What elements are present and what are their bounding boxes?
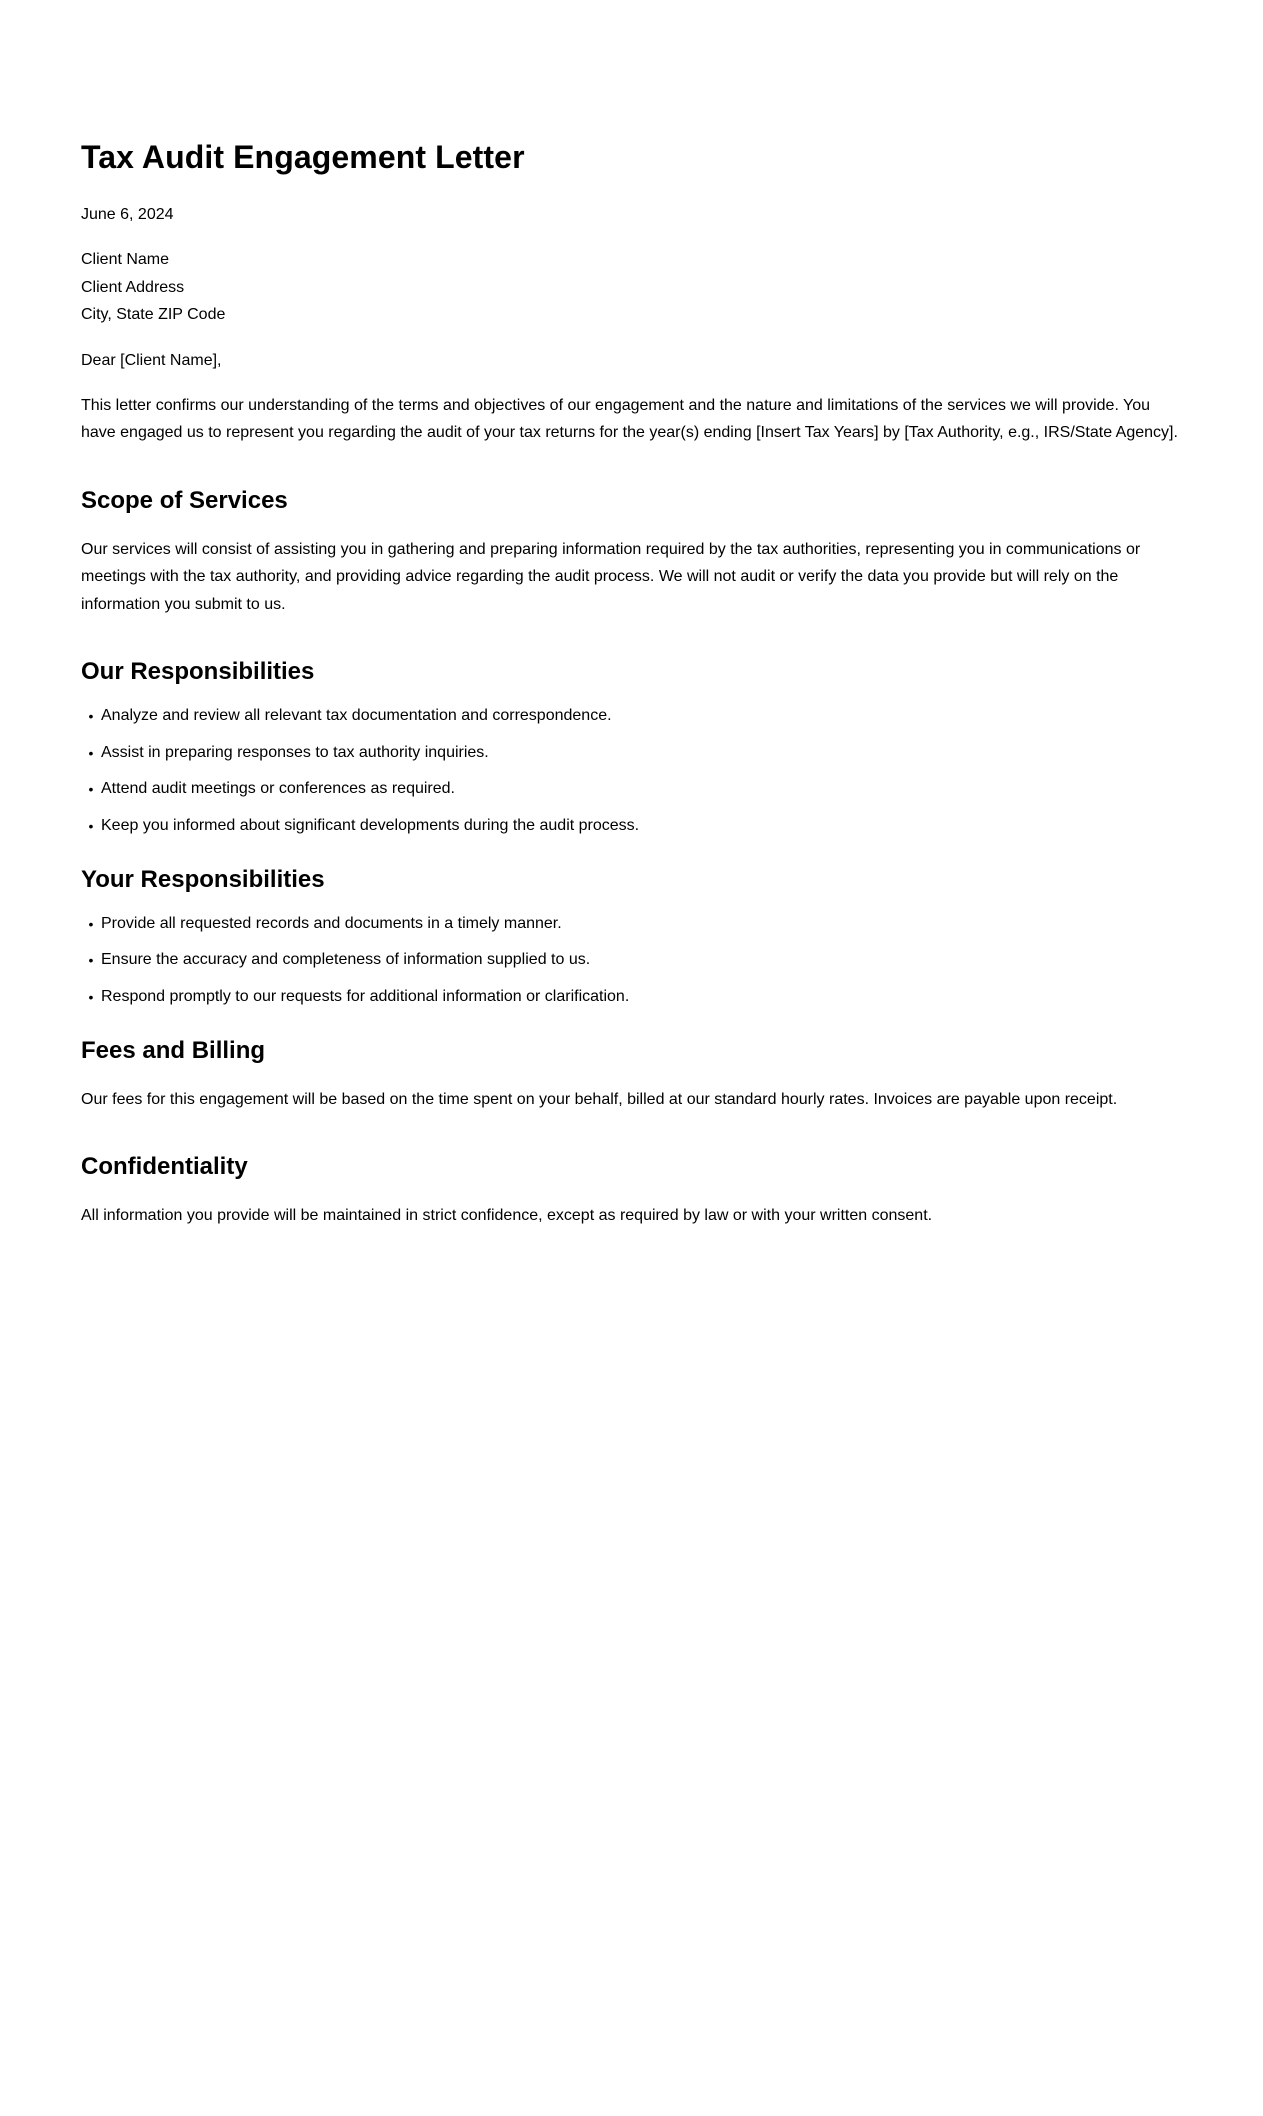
list-item [88,912,1183,936]
bullet-icon: • [88,744,94,761]
list-item-text: Attend audit meetings or conferences as required. [101,780,455,797]
bullet-icon: • [88,988,94,1005]
fees-heading: Fees and Billing [81,1036,266,1064]
bullet-icon: • [88,708,94,724]
salutation: Dear [Client Name], [81,351,222,369]
our-responsibilities-heading: Our Responsibilities [81,658,315,685]
confidentiality-heading: Confidentiality [81,1153,248,1180]
intro-paragraph: This letter confirms our understanding of the terms and objectives of our engagement and the nature and limitations of the services we will provide. You have engaged us to represent you regarding the audit of your tax returns for the year(s) ending [Insert Tax Years] by [Tax Authority, e.g., IRS/State Agency]. [81,396,1178,441]
our-responsibilities-list [81,704,1183,838]
list-item [88,985,1183,1009]
client-address-block [81,246,1183,329]
client-street: Client Address [81,278,185,296]
your-responsibilities-heading: Your Responsibilities [81,865,325,893]
list-item-text: Provide all requested records and documents in a timely manner. [101,914,562,932]
list-item-text: Assist in preparing responses to tax authority inquiries. [101,743,489,761]
list-item [88,704,1183,728]
fees-paragraph: Our fees for this engagement will be based on the time spent on your behalf, billed at our standard hourly rates. Invoices are payable upon receipt. [81,1090,1118,1108]
bullet-icon: • [88,952,94,968]
client-name: Client Name [81,251,170,268]
list-item [88,948,1183,972]
scope-paragraph: Our services will consist of assisting you in gathering and preparing information required by the tax authorities, representing you in communications or meetings with the tax authority, and providing advice regarding the audit process. We will not audit or verify the data you provide but will rely on the information you submit to us. [81,540,1141,613]
list-item [88,777,1183,801]
scope-heading: Scope of Services [81,486,288,514]
list-item [88,814,1183,838]
list-item-text: Respond promptly to our requests for additional information or clarification. [101,987,630,1005]
page-title: Tax Audit Engagement Letter [81,139,525,175]
confidentiality-paragraph: All information you provide will be maintained in strict confidence, except as required by law or with your written consent. [81,1207,933,1224]
list-item [88,741,1183,765]
list-item-text: Analyze and review all relevant tax documentation and correspondence. [101,707,612,724]
list-item-text: Keep you informed about significant developments during the audit process. [101,816,640,834]
bullet-icon: • [88,781,94,797]
list-item-text: Ensure the accuracy and completeness of information supplied to us. [101,951,591,968]
your-responsibilities-list [81,912,1183,1009]
bullet-icon: • [88,817,94,834]
client-city: City, State ZIP Code [81,306,226,323]
letter-date: June 6, 2024 [81,206,174,223]
bullet-icon: • [88,915,94,932]
